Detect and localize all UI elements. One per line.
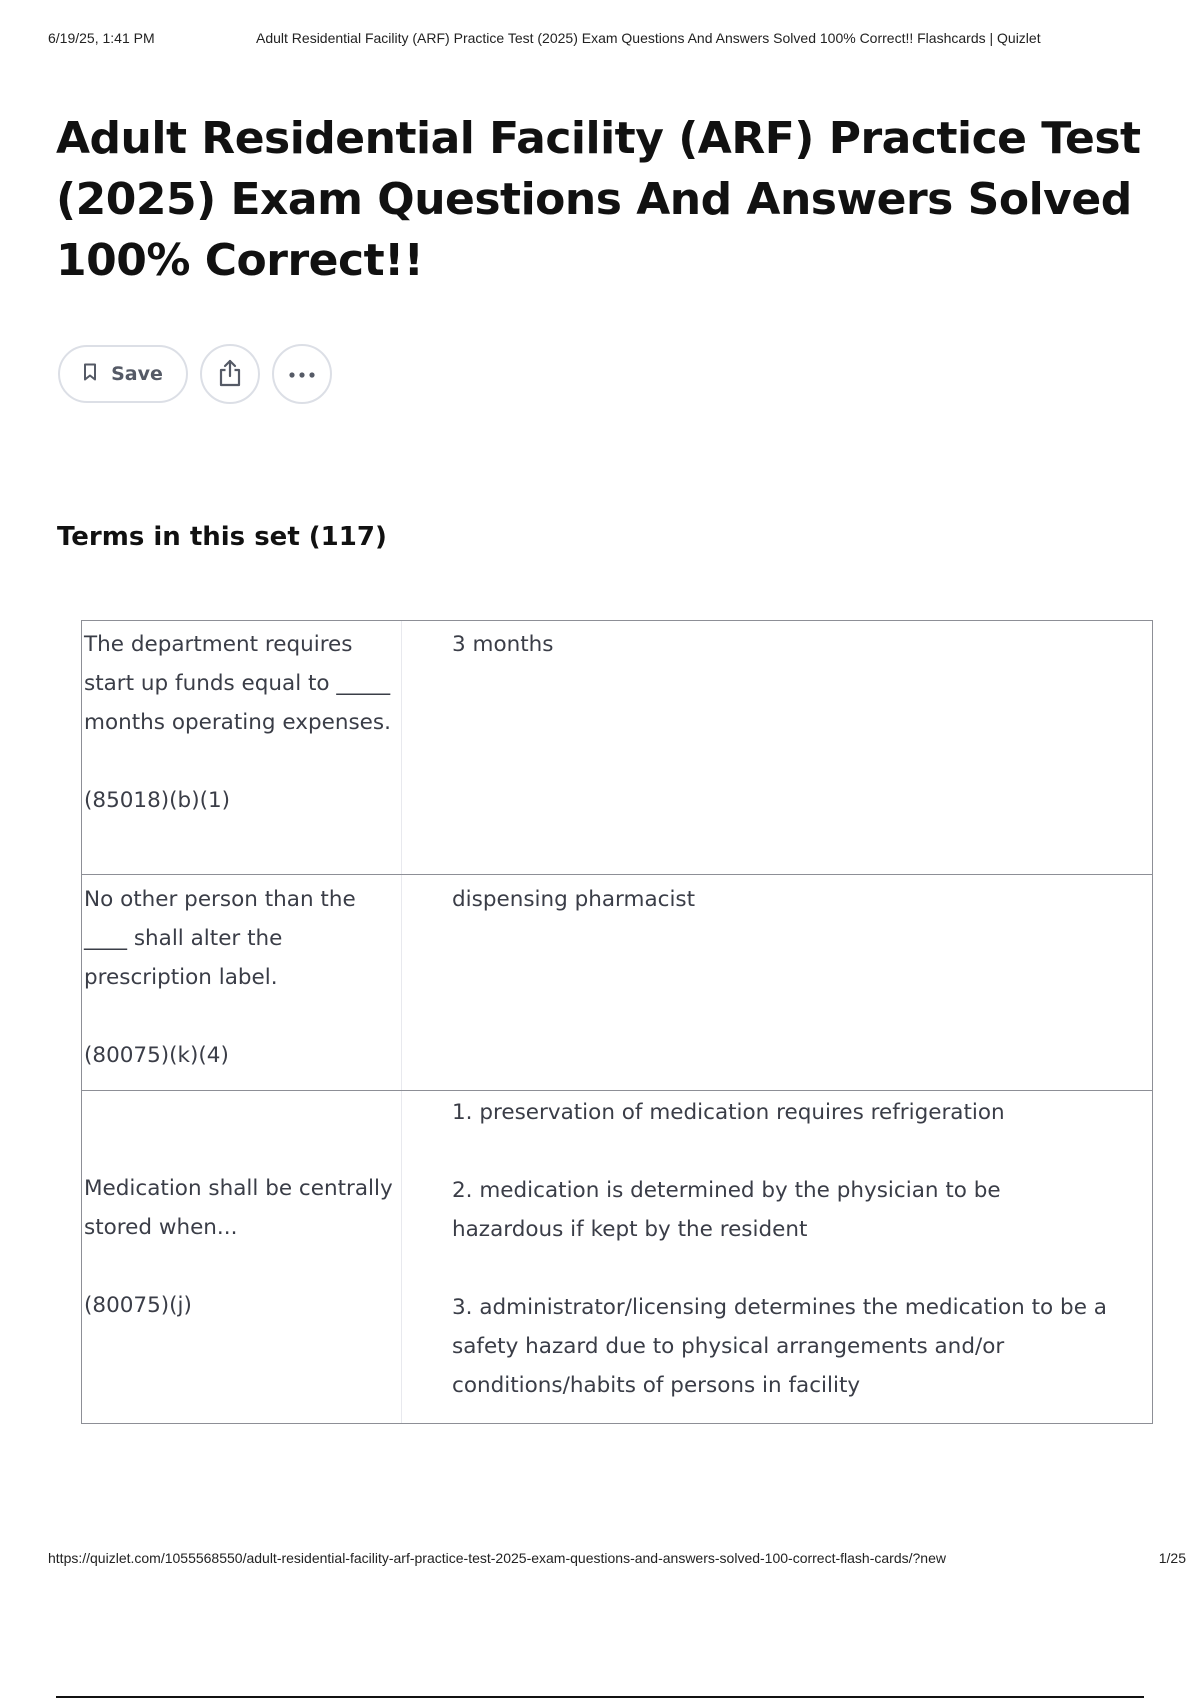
set-title: Adult Residential Facility (ARF) Practice Test (2025) Exam Questions And Answers Solved 100% Correct!! [56, 113, 1141, 286]
term-text: The department requires start up funds equal to _____ months operating expenses. [84, 632, 391, 735]
share-icon [217, 359, 243, 390]
terms-heading: Terms in this set (117) [57, 522, 387, 552]
save-button[interactable] [58, 345, 188, 403]
page-url: https://quizlet.com/1055568550/adult-residential-facility-arf-practice-test-2025-exam-questions-and-answers-solved-100-correct-flash-cards/?new [48, 1550, 946, 1566]
definition-text: dispensing pharmacist [452, 887, 696, 912]
term-citation: (80075)(j) [84, 1293, 192, 1318]
set-actions [58, 344, 332, 404]
more-options-button[interactable] [272, 344, 332, 404]
print-datetime: 6/19/25, 1:41 PM [48, 30, 155, 46]
card-term [82, 621, 402, 874]
share-button[interactable] [200, 344, 260, 404]
print-doc-title: Adult Residential Facility (ARF) Practice Test (2025) Exam Questions And Answers Solved 100% Correct!! Flashcards | Quizlet [256, 30, 1041, 46]
card-definition [402, 875, 1152, 1090]
definition-item: 2. medication is determined by the physician to be hazardous if kept by the resident [452, 1178, 1001, 1242]
save-label: Save [111, 363, 163, 385]
card-definition [402, 1091, 1152, 1423]
card-term [82, 1091, 402, 1423]
term-citation: (80075)(k)(4) [84, 1043, 229, 1068]
print-footer [48, 1550, 1186, 1566]
term-card [82, 874, 1152, 1090]
divider [56, 1696, 1144, 1698]
bookmark-icon [83, 363, 97, 386]
page-number: 1/25 [1158, 1550, 1186, 1566]
more-dots-icon [288, 367, 316, 382]
definition-item: 3. administrator/licensing determines the medication to be a safety hazard due to physical arrangements and/or conditions/habits of persons in facility [452, 1295, 1107, 1398]
definition-item: 1. preservation of medication requires refrigeration [452, 1100, 1005, 1125]
term-card [82, 1090, 1152, 1423]
term-text: No other person than the ____ shall alter the prescription label. [84, 887, 356, 990]
term-card [82, 621, 1152, 874]
terms-table [81, 620, 1153, 1424]
card-definition [402, 621, 1152, 874]
term-text: Medication shall be centrally stored when... [84, 1176, 393, 1240]
term-citation: (85018)(b)(1) [84, 788, 231, 813]
card-term [82, 875, 402, 1090]
definition-text: 3 months [452, 632, 554, 657]
